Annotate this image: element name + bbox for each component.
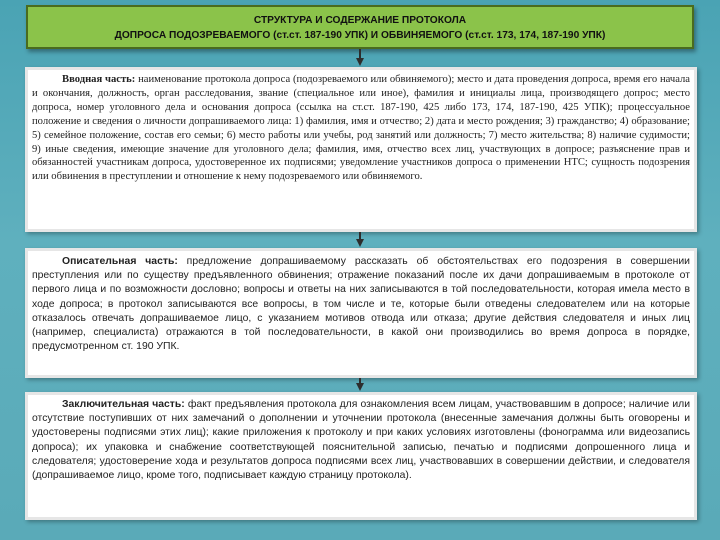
section-final (25, 392, 697, 520)
arrow-down-icon (356, 239, 364, 247)
section-final-text: факт предъявления протокола для ознакомления всем лицам, участвовавшим в допросе; наличие или отсутствие поступивших от них замечаний о дополнении и уточнении протокола (внесенные замечания должны быть оговорены и удостоверены подписями этих лиц); какие приложения к протоколу и при каких условиях изготовлены (фонограмма или видеозапись допроса); их упаковка и снабжение соответствующей пояснительной записью, печатью и подписями допрошенного лица и следователя; удостоверение хода и результатов допроса подписями всех лиц, участвовавших в совершении действии, и следователя (допрашиваемое лицо, кроме того, подписывает каждую страницу протокола). (32, 399, 690, 482)
arrow-down-icon (356, 58, 364, 66)
arrow-down-icon (356, 383, 364, 391)
section-descriptive-text: предложение допрашиваемому рассказать об обстоятельствах его подозрения в совершении преступления или по существу предъявленного обвинения; отражение показаний после их дачи допрашиваемым в протоколе от первого лица и по возможности дословно; вопросы и ответы на них записываются в той последовательности, которая имела место в ходе допроса; в протокол записываются все вопросы, в том числе и те, которые были отведены следователем или на которые отказалось отвечать допрашиваемое лицо, с указанием мотивов отвода или отказа; другие действия следователя и иных лиц (например, специалиста) отражаются в той последовательности, в какой они производились во время допроса в порядке, предусмотренном ст. 190 УПК. (32, 256, 690, 353)
section-final-heading: Заключительная часть: (62, 399, 185, 410)
title-box (26, 5, 694, 49)
section-intro-heading: Вводная часть: (62, 74, 136, 85)
section-descriptive-heading: Описательная часть: (62, 256, 178, 267)
title-line-1: СТРУКТУРА И СОДЕРЖАНИЕ ПРОТОКОЛА (253, 15, 467, 26)
section-intro-text: наименование протокола допроса (подозреваемого или обвиняемого); место и дата проведения допроса, время его начала и окончания, должность, орган расследования, звание (специальное или иное), фамилия и инициалы лица, производящего допрос; место допроса, номер уголовного дела и основания допроса (ссылка на ст.ст. 187-190, 425 либо 173, 174, 187-190, 425 УПК); процессуальное положение и сведения о личности допрашиваемого лица: 1) фамилия, имя и отчество; 2) дата и место рождения; 3) гражданство; 4) образование; 5) семейное положение, состав его семьи; 6) место работы или учебы, род занятий или должность; 7) место жительства; 8) наличие судимости; 9) иные сведения, имеющие значение для уголовного дела; фамилия, имя, отчество всех лиц, участвующих в допросе; разъяснение прав и обязанностей участникам допроса, удостоверенное их подписями; уведомление участников допроса о применении НТС; сущность подозрения или обвинения в преступлении и отношение к нему подозреваемого или обвиняемого. (32, 74, 691, 183)
section-intro (25, 67, 697, 232)
title-line-2: ДОПРОСА ПОДОЗРЕВАЕМОГО (ст.ст. 187-190 УПК) И ОБВИНЯЕМОГО (ст.ст. 173, 174, 187-190 УПК) (114, 30, 606, 41)
section-descriptive (25, 248, 697, 378)
